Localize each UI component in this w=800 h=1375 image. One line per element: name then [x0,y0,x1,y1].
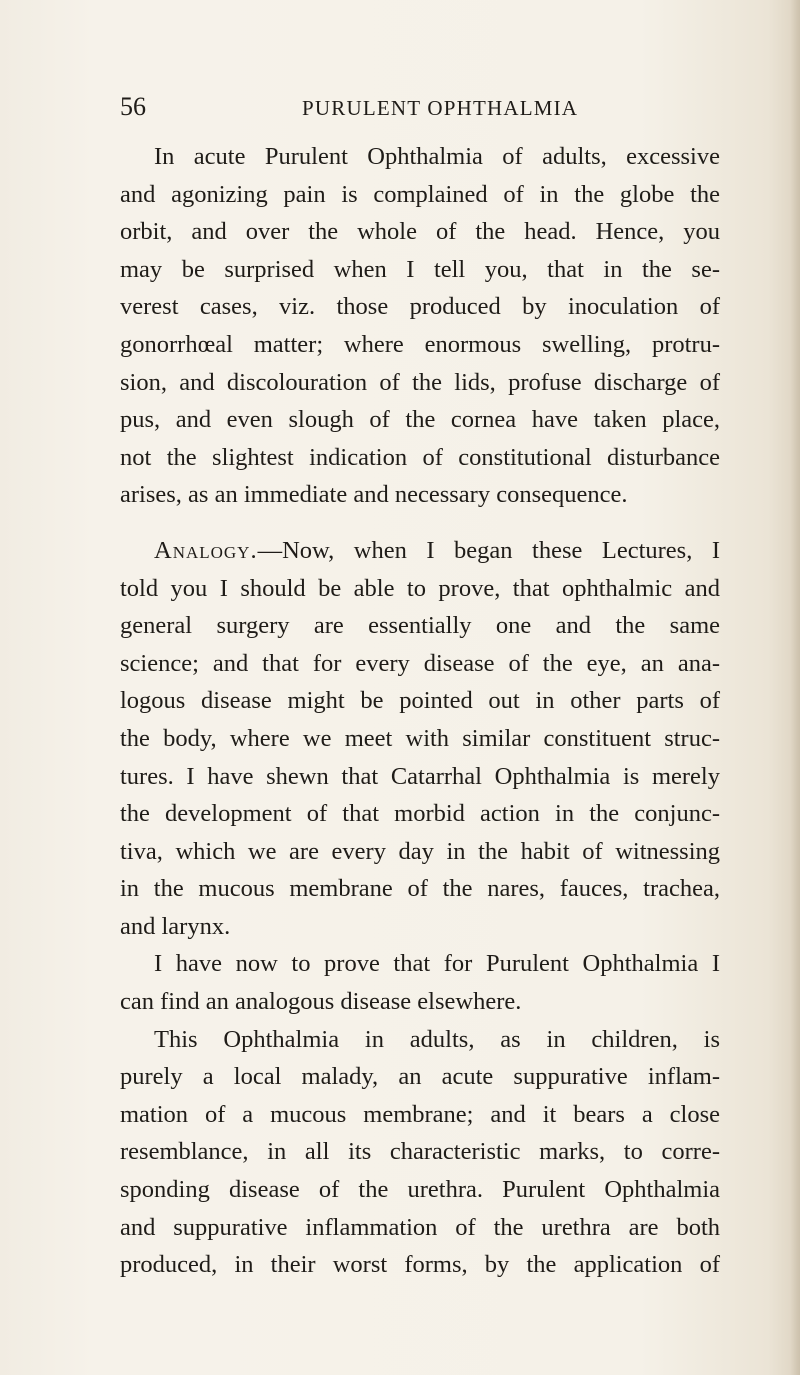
text-line: and larynx. [120,912,231,940]
text-line: science; and that for every disease of the eye, an ana- [120,649,720,677]
text-line: produced, in their worst forms, by the application of [120,1251,720,1279]
text-line: may be surprised when I tell you, that in the se- [120,255,720,283]
page-edge-shadow [790,0,800,1375]
text-line: logous disease might be pointed out in other parts of [120,687,720,715]
text-line: pus, and even slough of the cornea have taken place, [120,406,720,434]
section-heading-analogy: Analogy. [154,536,258,564]
text-line: mation of a mucous membrane; and it bears a close [120,1100,720,1128]
text-line [120,532,720,570]
text-line: I have now to prove that for Purulent Ophthalmia I [154,950,720,978]
text-line: sion, and discolouration of the lids, profuse discharge of [120,368,720,396]
text-line: the body, where we meet with similar constituent struc- [120,724,720,752]
text-line: told you I should be able to prove, that ophthalmic and [120,574,720,602]
text-line: and suppurative inflammation of the urethra are both [120,1213,720,1241]
text-line: general surgery are essentially one and the same [120,612,720,640]
paragraph-1 [120,138,720,514]
running-head: PURULENT OPHTHALMIA [302,96,579,120]
text-line: gonorrhœal matter; where enormous swelling, protru- [120,330,720,358]
text-line: sponding disease of the urethra. Purulent Ophthalmia [120,1176,720,1204]
text-line: In acute Purulent Ophthalmia of adults, excessive [154,143,720,170]
text-line: resemblance, in all its characteristic marks, to corre- [120,1138,720,1166]
text-line: not the slightest indication of constitutional disturbance [120,443,720,471]
text-line: tures. I have shewn that Catarrhal Ophthalmia is merely [120,762,720,790]
text-line: orbit, and over the whole of the head. Hence, you [120,218,720,246]
text-line: This Ophthalmia in adults, as in children, is [154,1025,720,1053]
text-line: tiva, which we are every day in the habit of witnessing [120,837,720,865]
text-line-rest: —Now, when I began these Lectures, I [257,536,720,564]
text-line: arises, as an immediate and necessary consequence. [120,481,628,509]
paragraph-3 [120,945,720,1020]
text-line: and agonizing pain is complained of in the globe the [120,180,720,208]
paragraph-2 [120,532,720,946]
page-number: 56 [120,92,146,121]
paragraph-gap [120,514,720,532]
text-line: verest cases, viz. those produced by inoculation of [120,293,720,321]
body-text [120,138,720,1284]
text-line: can find an analogous disease elsewhere. [120,988,522,1016]
text-line: purely a local malady, an acute suppurative inflam- [120,1063,720,1091]
text-line: in the mucous membrane of the nares, fauces, trachea, [120,875,720,903]
paragraph-4 [120,1021,720,1284]
text-line: the development of that morbid action in the conjunc- [120,800,720,828]
page-header [120,92,720,132]
